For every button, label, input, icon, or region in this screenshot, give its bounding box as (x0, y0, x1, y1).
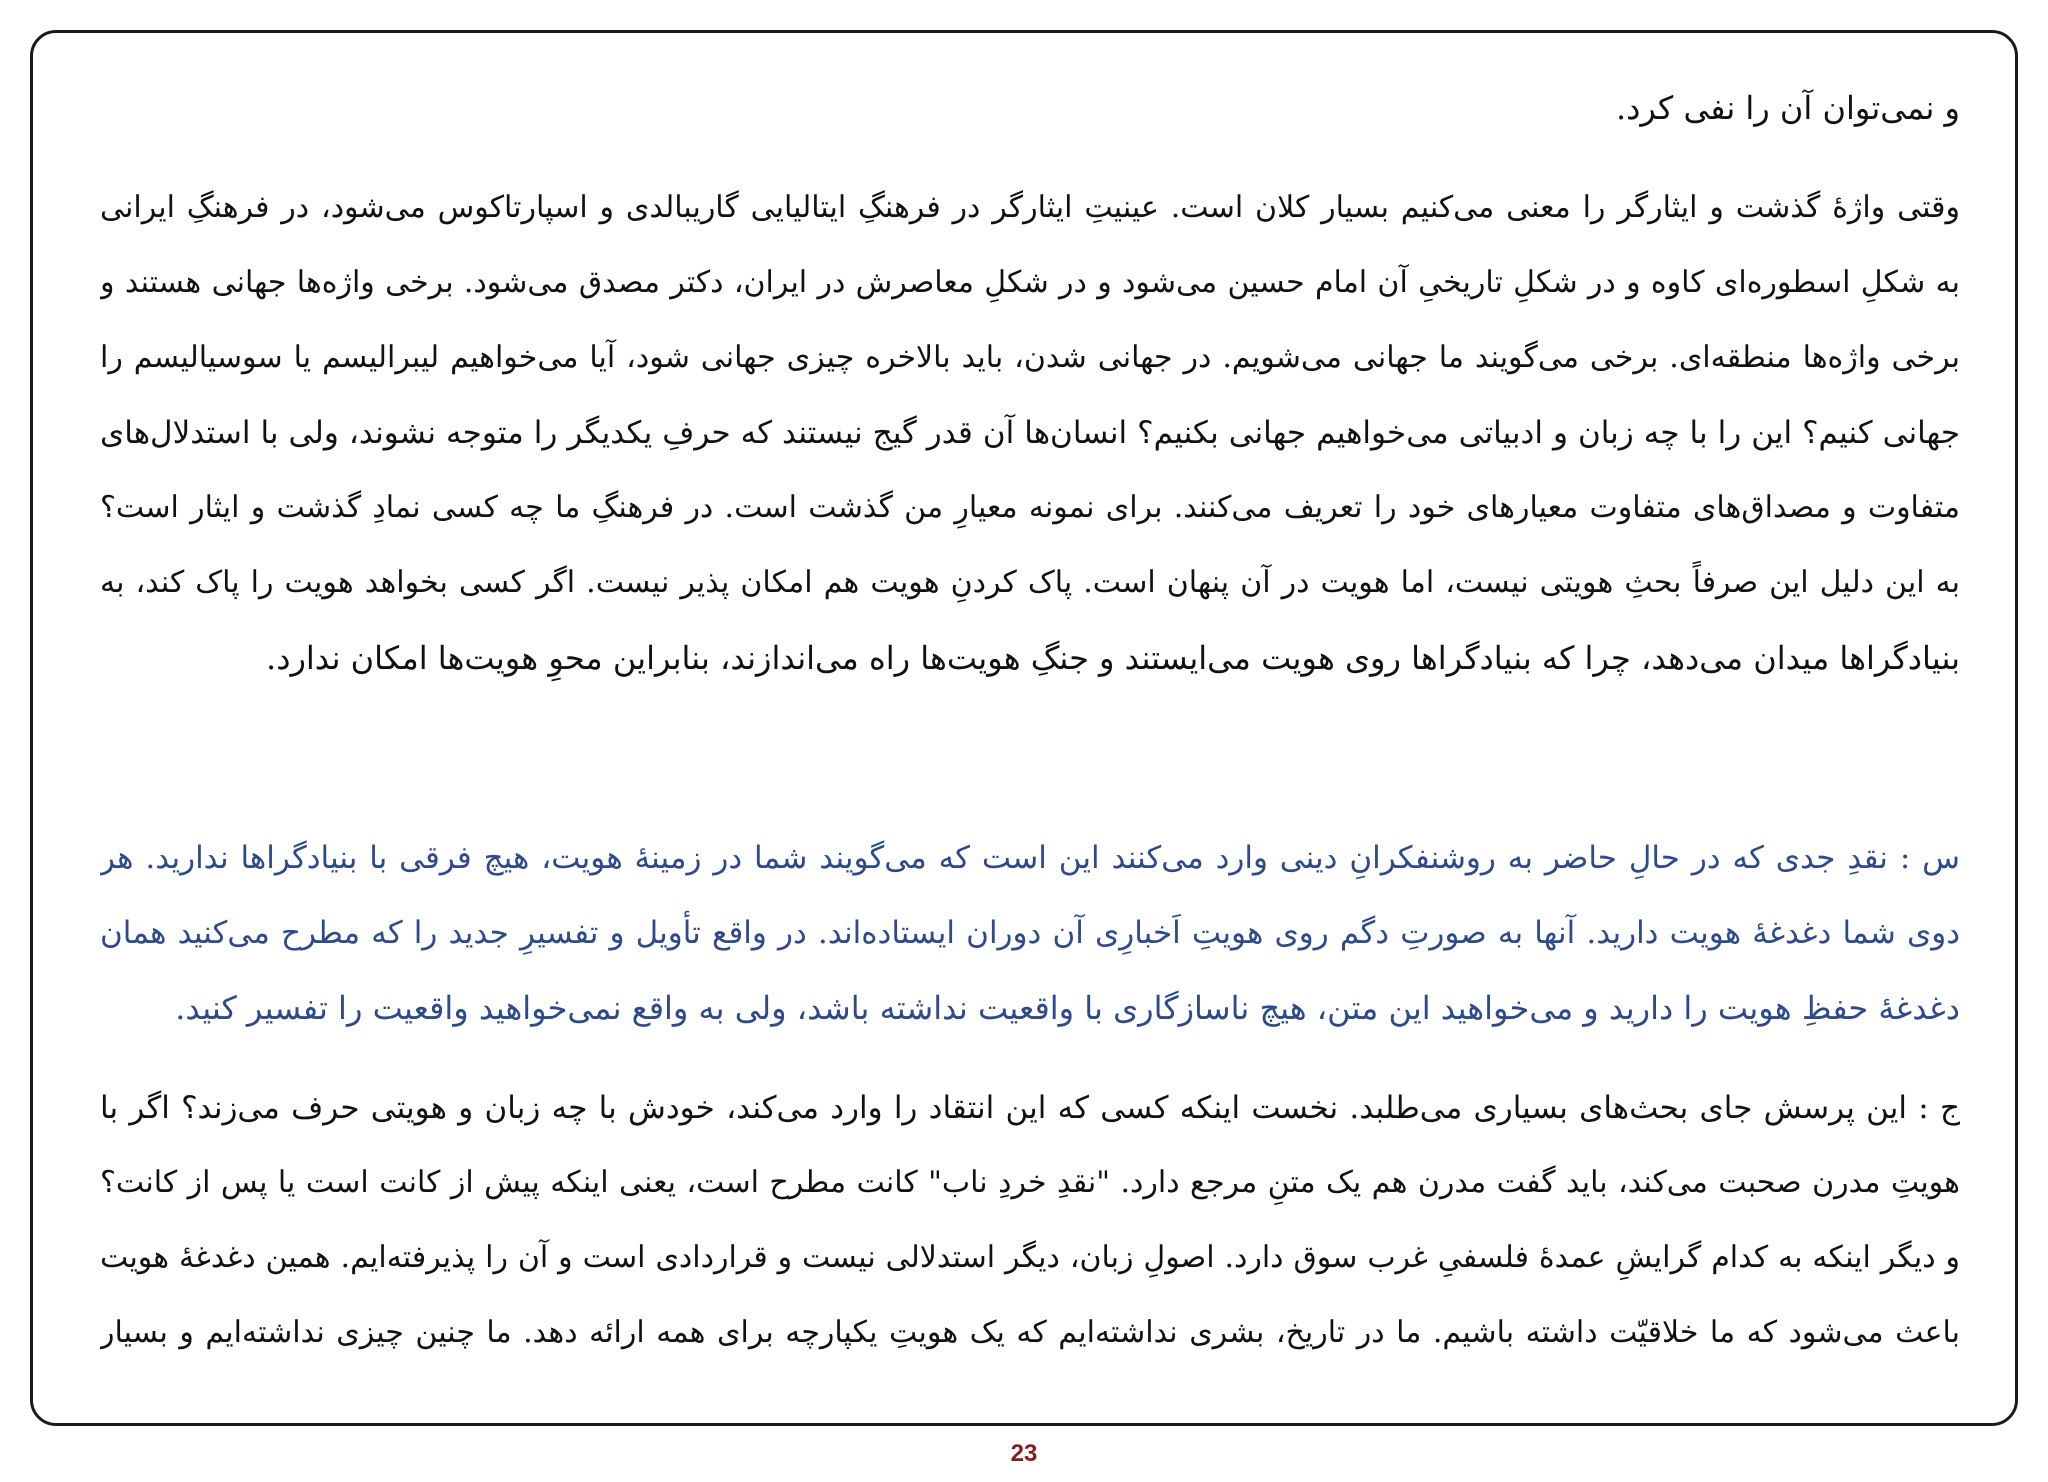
text-line: بنیادگراها میدان می‌دهد، چرا که بنیادگراها روی هویت می‌ایستند و جنگِ هویت‌ها راه می‌اندازند، بنابراین محوِ هویت‌ها امکان ندارد. (266, 639, 1960, 677)
answer-line: باعث می‌شود که ما خلاقیّت داشته باشیم. ما در تاریخ، بشری نداشته‌ایم که یک هویتِ یکپارچه برای همه ارائه دهد. ما چنین چیزی نداشته‌ایم و بسیار (100, 1315, 1960, 1350)
page-number: 23 (1010, 1440, 1038, 1467)
text-line: وقتی واژهٔ گذشت و ایثارگر را معنی می‌کنیم بسیار کلان است. عینیتِ ایثارگر در فرهنگِ ایتالیایی گاریبالدی و اسپارتاکوس می‌شود، در فرهنگِ ایرانی (100, 190, 1960, 225)
answer-line: و دیگر اینکه به کدام گرایشِ عمدهٔ فلسفیِ غرب سوق دارد. اصولِ زبان، دیگر استدلالی نیست و قراردادی است و آن را پذیرفته‌ایم. همین دغدغهٔ هویت (100, 1240, 1960, 1275)
answer-line: ج : این پرسش جای بحث‌های بسیاری می‌طلبد. نخست اینکه کسی که این انتقاد را وارد می‌کند، خودش با چه زبان و هویتی حرف می‌زند؟ اگر با (100, 1090, 1960, 1126)
text-line: به این دلیل این صرفاً بحثِ هویتی نیست، اما هویت در آن پنهان است. پاک کردنِ هویت هم امکان پذیر نیست. اگر کسی بخواهد هویت را پاک کند، به (100, 565, 1960, 600)
text-line: متفاوت و مصداق‌های متفاوت معیارهای خود را تعریف می‌کنند. برای نمونه معیارِ من گذشت است. در فرهنگِ ما چه کسی نمادِ گذشت و ایثار است؟ (100, 490, 1960, 525)
page-border-frame (30, 30, 2018, 1426)
question-line: س : نقدِ جدی که در حالِ حاضر به روشنفکرانِ دینی وارد می‌کنند این است که می‌گویند شما در زمینهٔ هویت، هیچ فرقی با بنیادگراها ندارید. هر (100, 840, 1960, 876)
text-line: برخی واژه‌ها منطقه‌ای. برخی می‌گویند ما جهانی می‌شویم. در جهانی شدن، باید بالاخره چیزی جهانی شود، آیا می‌خواهیم لیبرالیسم یا سوسیالیسم را (100, 340, 1960, 375)
question-line: دغدغهٔ حفظِ هویت را دارید و می‌خواهید این متن، هیچ ناسازگاری با واقعیت نداشته باشد، ولی به واقع نمی‌خواهید واقعیت را تفسیر کنید. (175, 989, 1960, 1027)
text-line: و نمی‌توان آن را نفی کرد. (1615, 89, 1960, 127)
text-line: جهانی کنیم؟ این را با چه زبان و ادبیاتی می‌خواهیم جهانی بکنیم؟ انسان‌ها آن قدر گیج نیستند که حرفِ یکدیگر را متوجه نشوند، ولی با استدلال‌های (100, 415, 1960, 451)
answer-line: هویتِ مدرن صحبت می‌کند، باید گفت مدرن هم یک متنِ مرجع دارد. "نقدِ خردِ ناب" کانت مطرح است، یعنی اینکه پیش از کانت است یا پس از کانت؟ (100, 1165, 1960, 1200)
question-line: دوی شما دغدغهٔ هویت دارید. آنها به صورتِ دگم روی هویتِ اَخبارِی آن دوران ایستاده‌اند. در واقع تأویل و تفسیرِ جدید را که مطرح می‌کنید همان (100, 915, 1960, 951)
text-line: به شکلِ اسطوره‌ای کاوه و در شکلِ تاریخیِ آن امام حسین می‌شود و در شکلِ معاصرش در ایران، دکتر مصدق می‌شود. برخی واژه‌ها جهانی هستند و (100, 265, 1960, 300)
